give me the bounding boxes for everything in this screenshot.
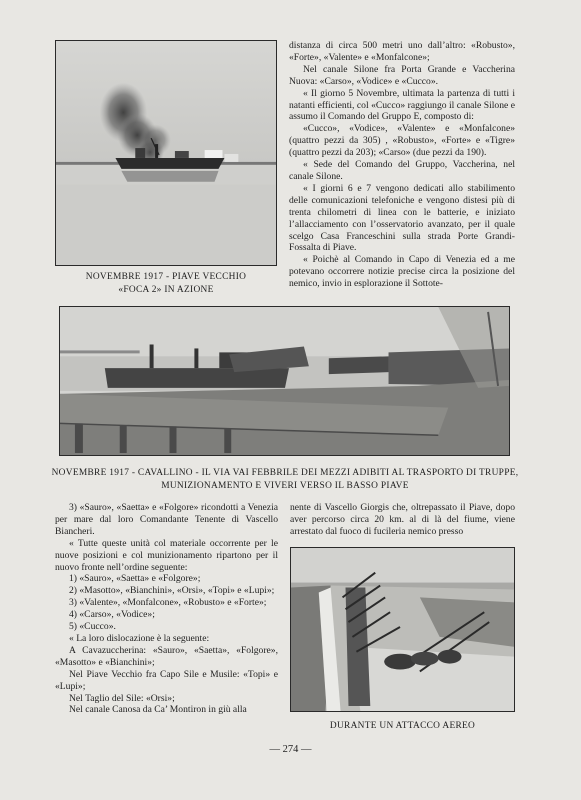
page-number: — 274 — — [269, 744, 312, 755]
photo2-caption-line2: MUNIZIONAMENTO E VIVERI VERSO IL BASSO PIAVE — [161, 480, 409, 491]
photo3-caption-text: DURANTE UN ATTACCO AEREO — [329, 721, 476, 731]
paragraph: «Cucco», «Vodice», «Valente» e «Monfalcone» (quattro pezzi da 305) , «Robusto», «Forte» e «Tigre» (quattro pezzi da 203); «Carso» (due pezzi da 190). — [289, 123, 515, 159]
paragraph: distanza di circa 500 metri uno dall’altro: «Robusto», «Forte», «Valente» e «Monfalcone»; — [289, 40, 515, 63]
paragraph: « Tutte queste unità col materiale occorrente per le nuove posizioni e col munizionamento ripartono per il nuovo fronte nell’ordine seguente: — [55, 537, 278, 573]
photo2-caption — [40, 467, 530, 492]
paragraph: « I giorni 6 e 7 vengono dedicati allo stabilimento delle comunicazioni telefoniche e vengono distesi più di trenta chilometri di linea con le batterie, e iniziato l’allacciamento con l’osservatorio avanzato, per il quale scelgo Casa Franceschini sulla strada Porte Grandi-Fossalta di Piave. — [289, 182, 515, 254]
photo-cavallino-landing — [59, 306, 510, 456]
paragraph: « Sede del Comando del Gruppo, Vaccherina, nel canale Silone. — [289, 159, 515, 182]
paragraph: nente di Vascello Giorgis che, oltrepassato il Piave, dopo aver percorso circa 20 km. al di là del fiume, viene arrestato dal fuoco di fucileria nemico presso — [290, 502, 515, 537]
list-item: 4) «Carso», «Vodice»; — [69, 609, 155, 621]
paragraph: A Cavazuccherina: «Sauro», «Saetta», «Folgore», «Masotto» e «Bianchini»; — [55, 644, 278, 668]
photo3-caption — [290, 720, 515, 733]
photo1-caption-line1: NOVEMBRE 1917 - PIAVE VECCHIO — [85, 272, 247, 282]
bottom-left-text-column — [55, 502, 278, 716]
paragraph: 3) «Sauro», «Saetta» e «Folgore» ricondotti a Venezia per mare dal loro Comandante Tenente di Vascello Biancheri. — [55, 502, 278, 537]
paragraph: « Il giorno 5 Novembre, ultimata la partenza di tutti i natanti efficienti, col «Cucco» raggiungo il canale Silone e assumo il Comando del Gruppo E, composto di: — [289, 87, 515, 123]
paragraph: Nel Taglio del Sile: «Orsi»; — [69, 692, 175, 704]
photo-air-attack-trench — [290, 547, 515, 712]
paragraph: Nel canale Canosa da Ca’ Montiron in giù alla — [69, 704, 247, 716]
paragraph: « La loro dislocazione è la seguente: — [69, 632, 210, 644]
photo2-caption-line1: NOVEMBRE 1917 - CAVALLINO - IL VIA VAI FEBBRILE DEI MEZZI ADIBITI AL TRASPORTO DI TRUPPE, — [51, 468, 519, 478]
top-right-text-column — [289, 40, 515, 290]
list-item: 5) «Cucco». — [69, 621, 116, 633]
list-item: 1) «Sauro», «Saetta» e «Folgore»; — [69, 573, 201, 585]
list-item: 2) «Masotto», «Bianchini», «Orsi», «Topi» e «Lupi»; — [69, 585, 275, 597]
photo-foca-boat — [55, 40, 277, 266]
photo1-caption — [55, 271, 277, 296]
paragraph: Nel Piave Vecchio fra Capo Sile e Musile: «Topi» e «Lupi»; — [55, 668, 278, 692]
paragraph: Nel canale Silone fra Porta Grande e Vaccherina Nuova: «Carso», «Vodice» e «Cucco». — [289, 63, 515, 87]
list-item: 3) «Valente», «Monfalcone», «Robusto» e «Forte»; — [69, 597, 267, 609]
paragraph: « Poichè al Comando in Capo di Venezia ed a me potevano occorrere notizie precise circa la posizione del nemico, invio in esplorazione il Sottote- — [289, 254, 515, 290]
bottom-right-text-column — [290, 502, 515, 538]
photo1-caption-line2: «FOCA 2» IN AZIONE — [118, 284, 214, 295]
